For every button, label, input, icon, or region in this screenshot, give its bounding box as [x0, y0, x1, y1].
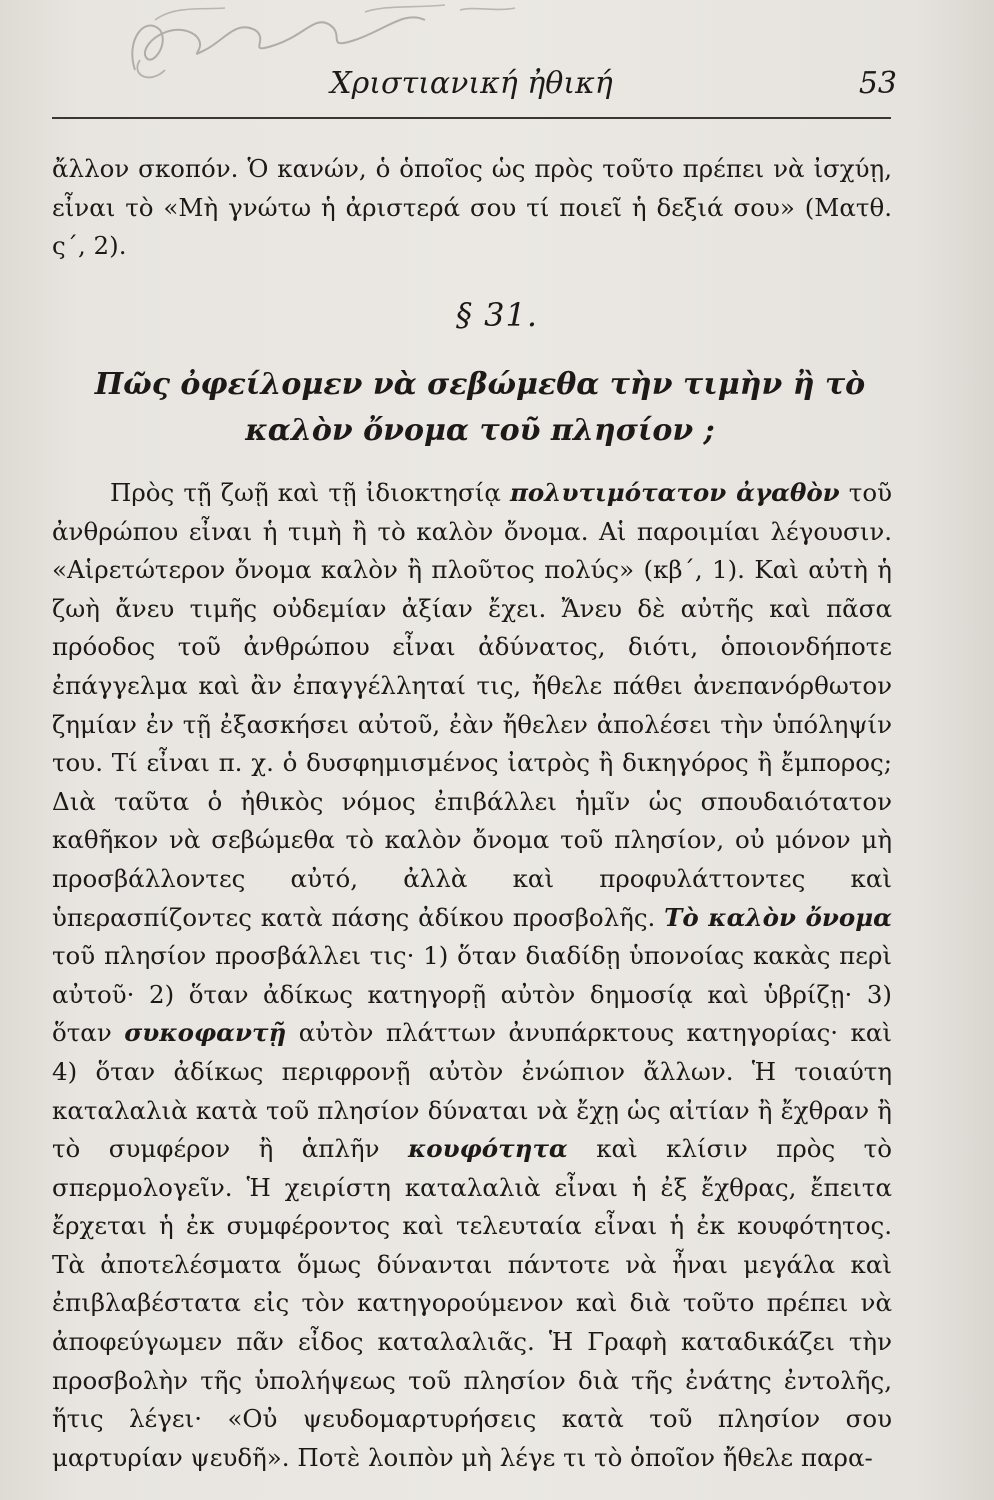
page-number: 53	[858, 66, 897, 101]
body-paragraph	[52, 474, 892, 1477]
emphasized-term: συκοφαντῇ	[124, 1018, 287, 1048]
page-header	[52, 66, 897, 106]
emphasized-term: κουφότητα	[407, 1134, 568, 1164]
section-number: § 31.	[455, 296, 539, 334]
paragraph-continuation: ἄλλον σκοπόν. Ὁ κανών, ὁ ὁποῖος ὡς πρὸς τοῦτο πρέπει νὰ ἰσχύῃ, εἶναι τὸ «Μὴ γνώτω ἡ ἀριστερά σου τί ποιεῖ ἡ δεξιά σου» (Ματθ. ς΄, 2).	[52, 154, 892, 261]
emphasized-term: Τὸ καλὸν ὄνομα	[664, 902, 892, 932]
running-title: Χριστιανική ἠθική	[330, 66, 613, 101]
body-text: τοῦ πλησίον προσβάλλει τις· 1) ὅταν διαδίδῃ ὑπονοίας κακὰς περὶ αὐτοῦ· 2) ὅταν ἀδίκως κατηγορῇ αὐτὸν δημοσίᾳ καὶ ὑβρίζῃ· 3) ὅταν	[52, 941, 892, 1048]
body-text: καὶ κλίσιν πρὸς τὸ σπερμολογεῖν. Ἡ χειρίστη καταλαλιὰ εἶναι ἡ ἐξ ἔχθρας, ἔπειτα ἔρχεται ἡ ἐκ συμφέροντος καὶ τελευταία εἶναι ἡ ἐκ κουφότητος. Τὰ ἀποτελέσματα ὅμως δύνανται πάντοτε νὰ ἦναι μεγάλα καὶ ἐπιβλαβέστατα εἰς τὸν κατηγορούμενον καὶ διὰ τοῦτο πρέπει νὰ ἀποφεύγωμεν πᾶν εἶδος καταλαλιᾶς. Ἡ Γραφὴ καταδικάζει τὴν προσβολὴν τῆς ὑπολήψεως τοῦ πλησίον διὰ τῆς ἐνάτης ἐντολῆς, ἥτις λέγει· «Οὐ ψευδομαρτυρήσεις κατὰ τοῦ πλησίον σου μαρτυρίαν ψευδῆ». Ποτὲ λοιπὸν μὴ λέγε τι τὸ ὁποῖον ἤθελε παρα-	[52, 1134, 892, 1472]
body-text: τοῦ ἀνθρώπου εἶναι ἡ τιμὴ ἢ τὸ καλὸν ὄνομα. Αἱ παροιμίαι λέγουσιν. «Αἱρετώτερον ὄνομα καλὸν ἢ πλοῦτος πολύς» (κβ΄, 1). Καὶ αὐτὴ ἡ ζωὴ ἄνευ τιμῆς οὐδεμίαν ἀξίαν ἔχει. Ἄνευ δὲ αὐτῆς καὶ πᾶσα πρόοδος τοῦ ἀνθρώπου εἶναι ἀδύνατος, διότι, ὁποιονδήποτε ἐπάγγελμα καὶ ἂν ἐπαγγέλληταί τις, ἤθελε πάθει ἀνεπανόρθωτον ζημίαν ἐν τῇ ἐξασκήσει αὐτοῦ, ἐὰν ἤθελεν ἀπολέσει τὴν ὑπόληψίν του. Τί εἶναι π. χ. ὁ δυσφημισμένος ἰατρὸς ἢ δικηγόρος ἢ ἔμπορος; Διὰ ταῦτα ὁ ἠθικὸς νόμος ἐπιβάλλει ἡμῖν ὡς σπουδαιότατον καθῆκον νὰ σεβώμεθα τὸ καλὸν ὄνομα τοῦ πλησίον, οὐ μόνον μὴ προσβάλλοντες αὐτό, ἀλλὰ καὶ προφυλάττοντες καὶ ὑπερασπίζοντες κατὰ πάσης ἀδίκου προσβολῆς.	[52, 478, 892, 932]
header-rule	[52, 117, 891, 119]
body-text: αὐτὸν πλάττων ἀνυπάρκτους κατηγορίας· καὶ 4) ὅταν ἀδίκως περιφρονῇ αὐτὸν ἐνώπιον ἄλλων. Ἡ τοιαύτη καταλαλιὰ κατὰ τοῦ πλησίον δύναται νὰ ἔχῃ ὡς αἰτίαν ἢ ἔχθραν ἢ τὸ συμφέρον ἢ ἁπλῆν	[52, 1018, 892, 1164]
emphasized-term: πολυτιμότατον ἀγαθὸν	[510, 478, 840, 507]
section-title: Πῶς ὀφείλομεν νὰ σεβώμεθα τὴν τιμὴν ἢ τὸ καλὸν ὄνομα τοῦ πλησίον ;	[94, 367, 866, 448]
body-text: Πρὸς τῇ ζωῇ καὶ τῇ ἰδιοκτησίᾳ	[110, 478, 510, 507]
